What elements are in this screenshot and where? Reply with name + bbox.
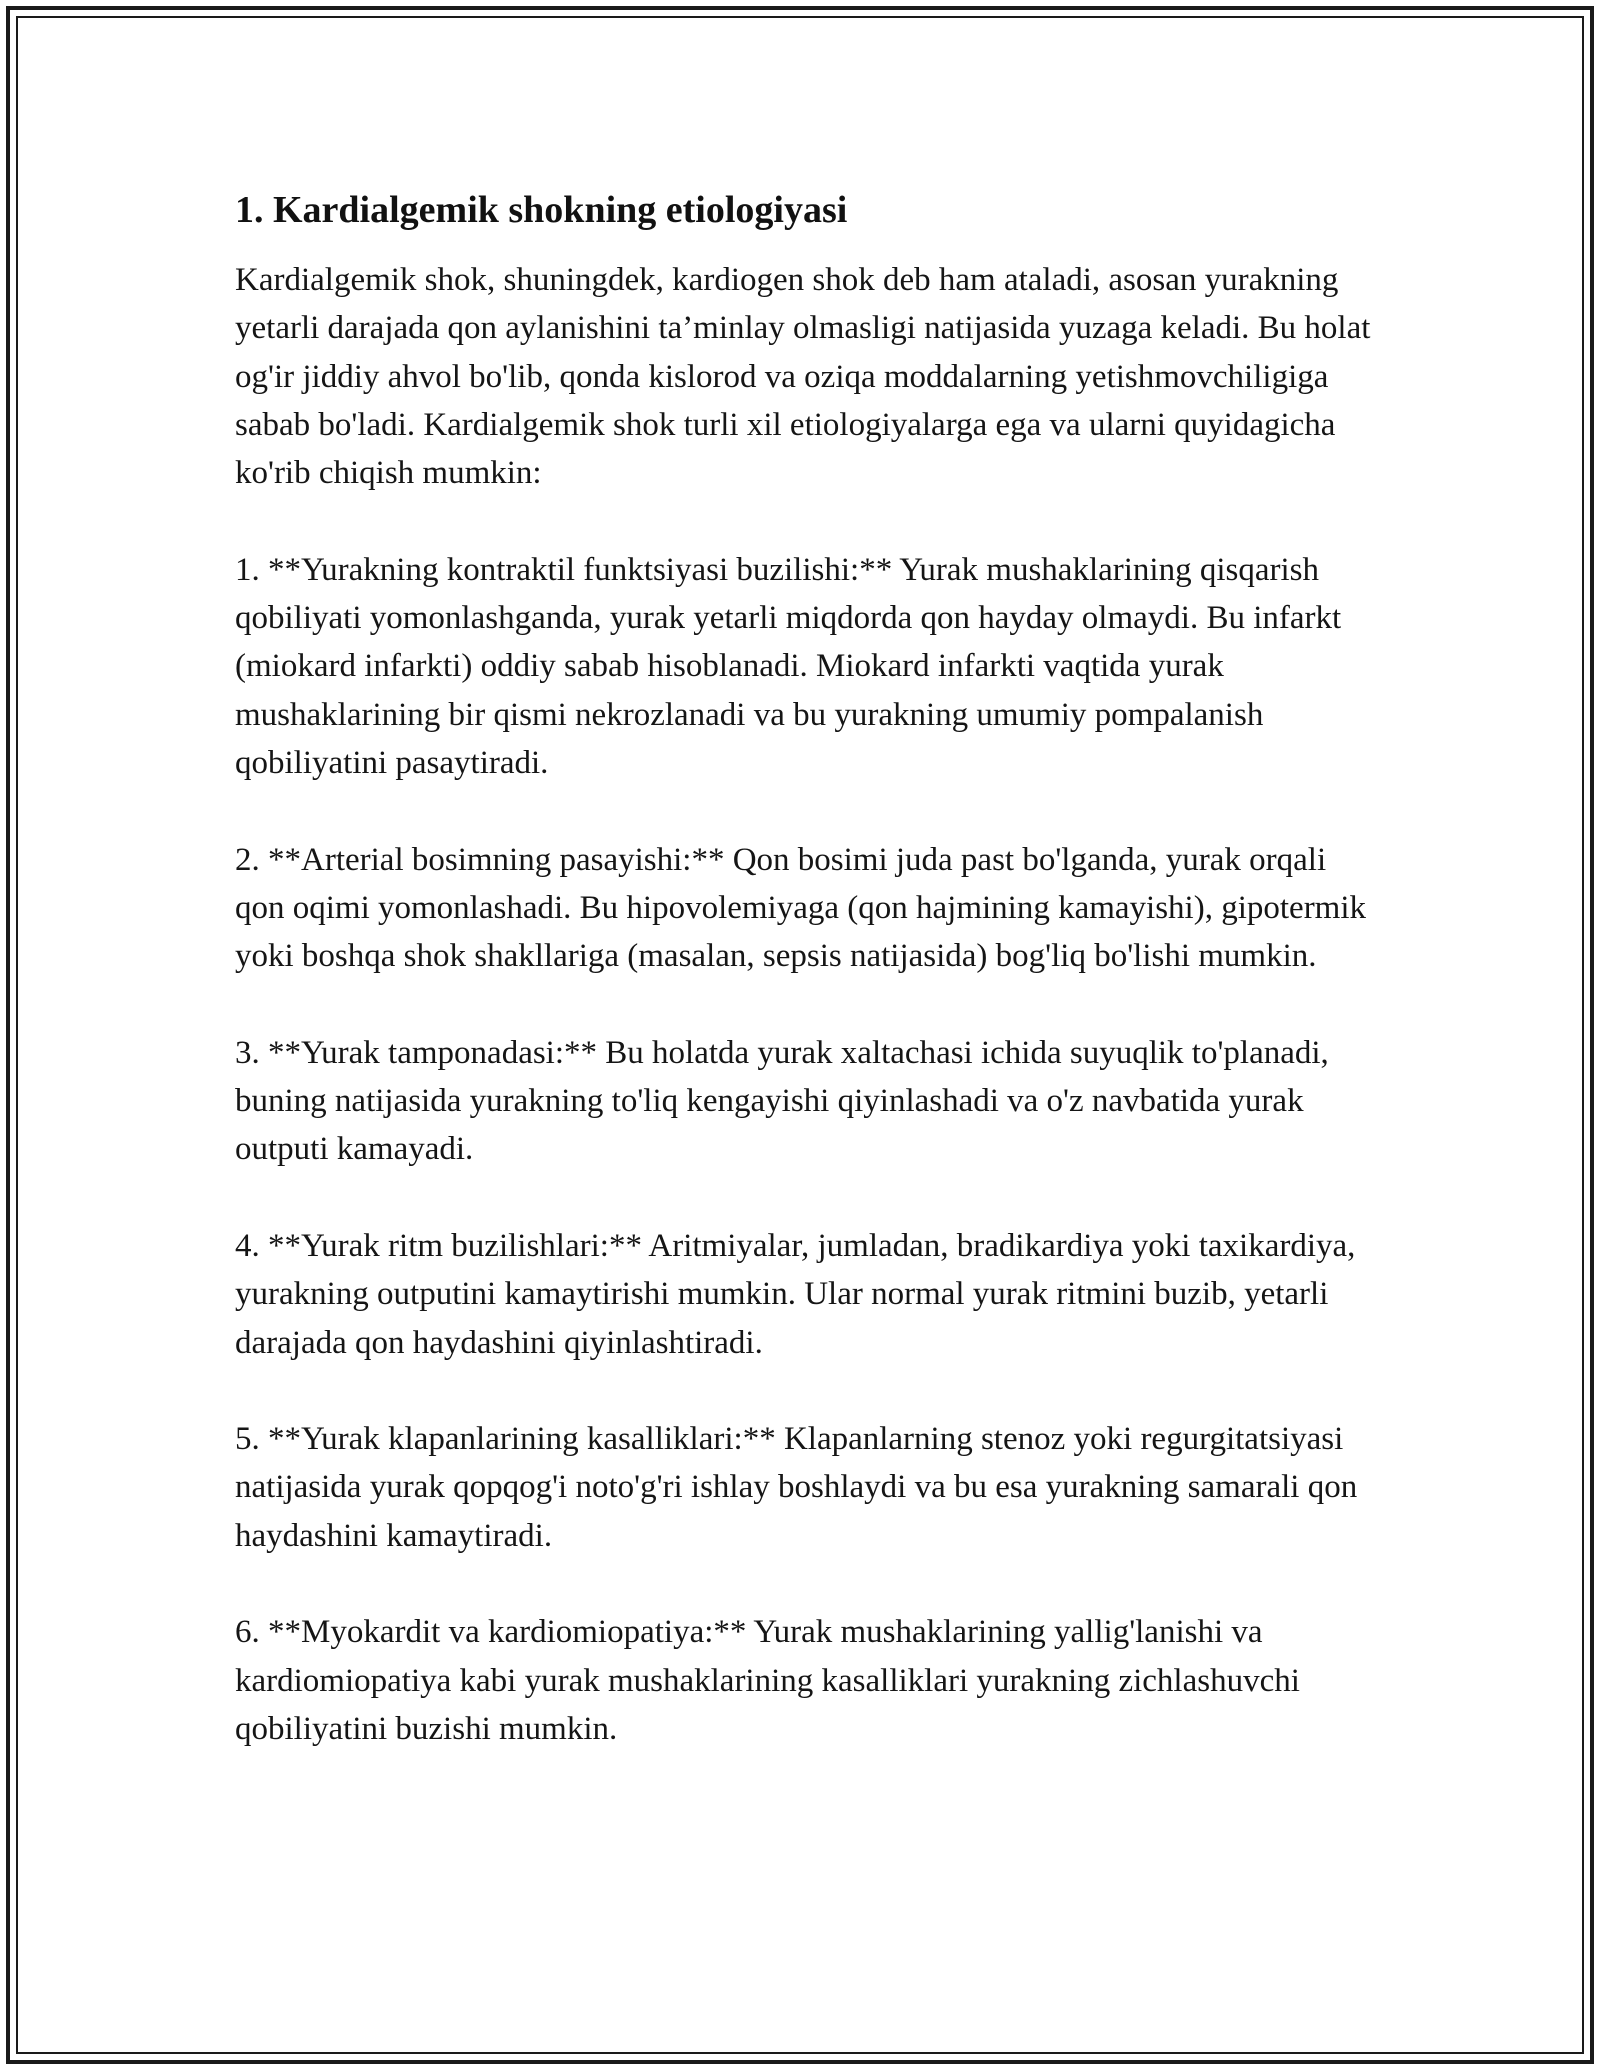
list-item-arterial-pressure: 2. **Arterial bosimning pasayishi:** Qon bosimi juda past bo'lganda, yurak orqali qon oqimi yomonlashadi. Bu hipovolemiyaga (qon hajmining kamayishi), gipotermik yoki boshqa shok shakllariga (masalan, sepsis natijasida) bog'liq bo'lishi mumkin. [235, 841, 1367, 975]
document-body [235, 186, 1375, 1802]
list-item-valve-disease: 5. **Yurak klapanlarining kasalliklari:** Klapanlarning stenoz yoki regurgitatsiyasi natijasida yurak qopqog'i noto'g'ri ishlay boshlaydi va bu esa yurakning samarali qon haydashini kamaytiradi. [235, 1421, 1358, 1554]
intro-paragraph: Kardialgemik shok, shuningdek, kardiogen shok deb ham ataladi, asosan yurakning yetarli darajada qon aylanishini ta’minlay olmasligi natijasida yuzaga keladi. Bu holat og'ir jiddiy ahvol bo'lib, qonda kislorod va oziqa moddalarning yetishmovchiligiga sabab bo'ladi. Kardialgemik shok turli xil etiologiyalarga ega va ularni quyidagicha ko'rib chiqish mumkin: [235, 262, 1371, 492]
list-item-arrhythmia: 4. **Yurak ritm buzilishlari:** Aritmiyalar, jumladan, bradikardiya yoki taxikardiya, yurakning outputini kamaytirishi mumkin. Ular normal yurak ritmini buzib, yetarli darajada qon haydashini qiyinlashtiradi. [235, 1227, 1356, 1361]
document-title: 1. Kardialgemik shokning etiologiyasi [235, 189, 848, 231]
list-item-myocarditis: 6. **Myokardit va kardiomiopatiya:** Yurak mushaklarining yallig'lanishi va kardiomiopatiya kabi yurak mushaklarining kasalliklari yurakning zichlashuvchi qobiliyatini buzishi mumkin. [235, 1614, 1300, 1747]
list-item-tamponade: 3. **Yurak tamponadasi:** Bu holatda yurak xaltachasi ichida suyuqlik to'planadi, buning natijasida yurakning to'liq kengayishi qiyinlashadi va o'z navbatida yurak outputi kamayadi. [235, 1034, 1329, 1168]
list-item-contractile: 1. **Yurakning kontraktil funktsiyasi buzilishi:** Yurak mushaklarining qisqarish qobiliyati yomonlashganda, yurak yetarli miqdorda qon hayday olmaydi. Bu infarkt (miokard infarkti) oddiy sabab hisoblanadi. Miokard infarkti vaqtida yurak mushaklarining bir qismi nekrozlanadi va bu yurakning umumiy pompalanish qobiliyatini pasaytiradi. [235, 551, 1342, 781]
